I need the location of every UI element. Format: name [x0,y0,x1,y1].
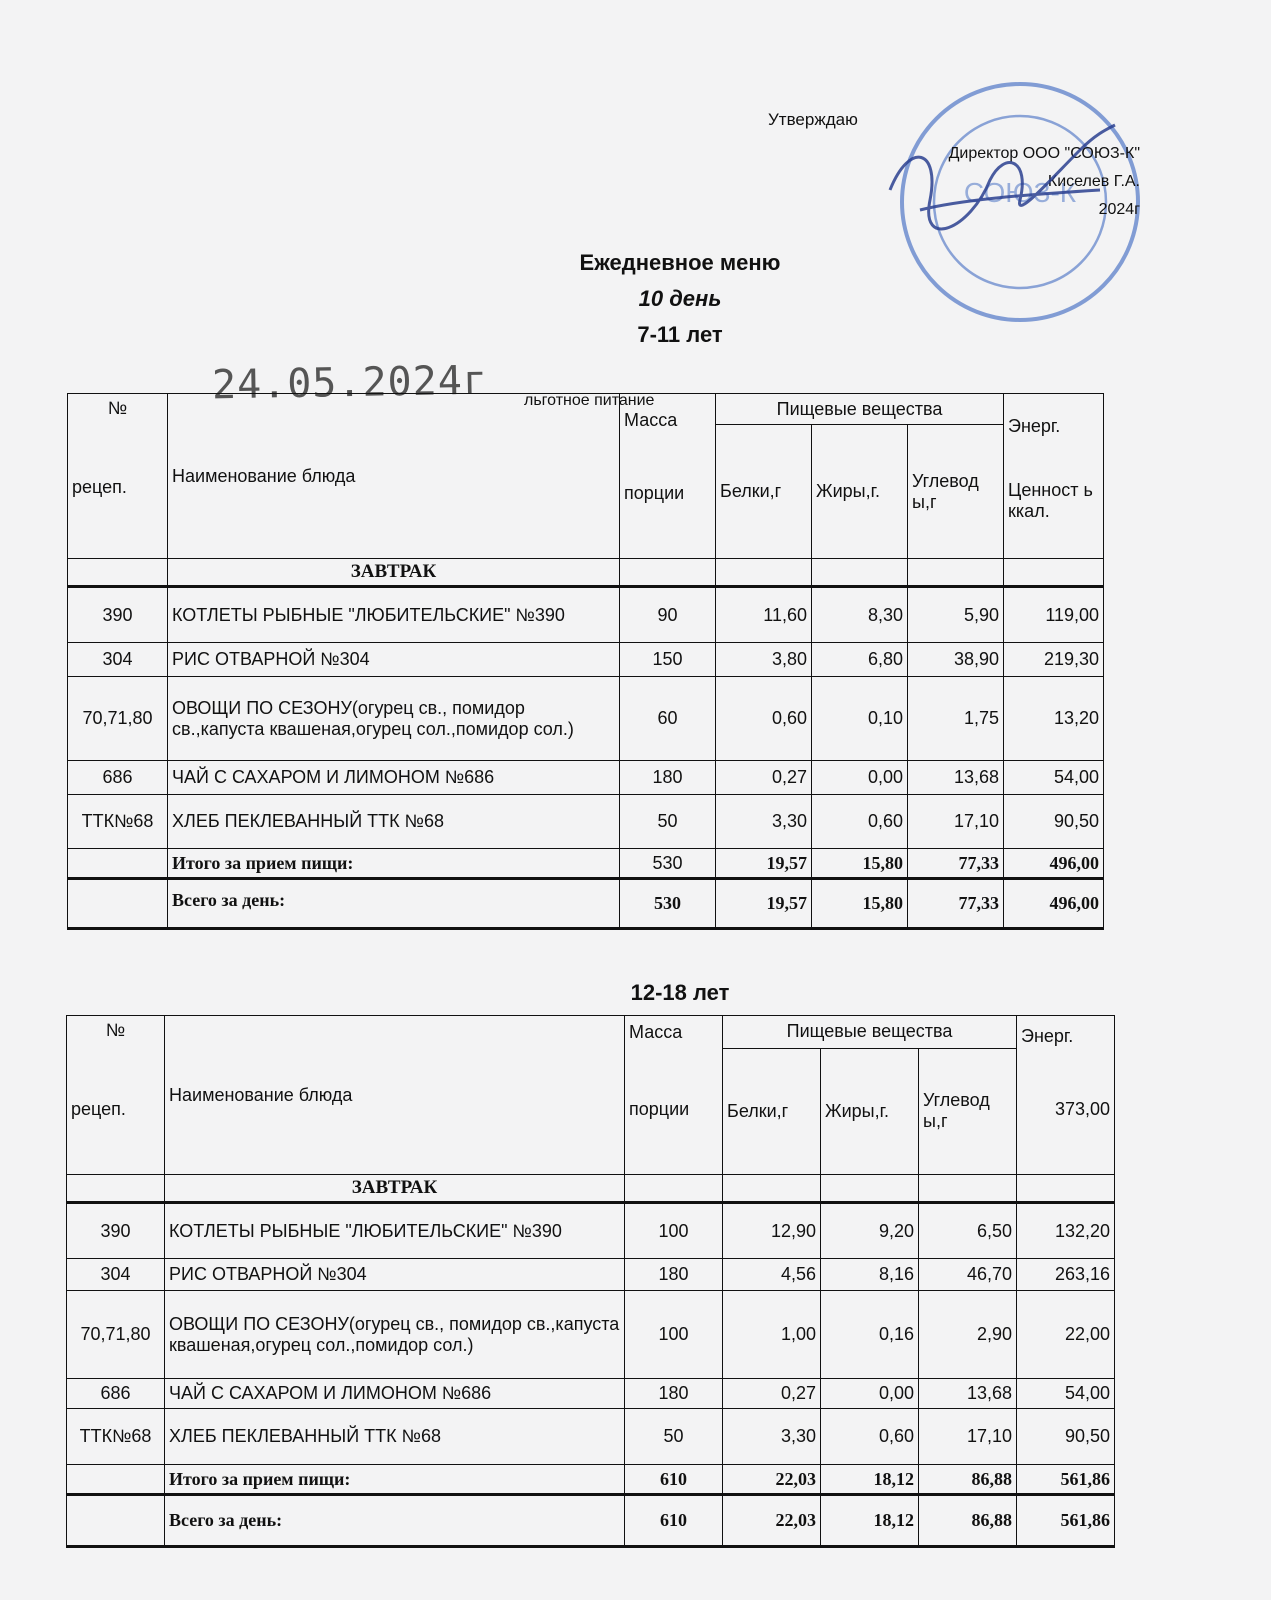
table-row [68,587,1104,643]
cell-protein: 0,27 [716,761,812,795]
subtotal-fat: 15,80 [812,849,908,879]
section-empty [1017,1175,1115,1203]
cell-fat: 6,80 [812,643,908,677]
cell-name: ЧАЙ С САХАРОМ И ЛИМОНОМ №686 [168,761,620,795]
cell-protein: 3,80 [716,643,812,677]
cell-protein: 0,27 [723,1379,821,1409]
subtotal-protein: 19,57 [716,849,812,879]
total-protein: 19,57 [716,879,812,929]
col-num-bottom: рецеп. [71,1099,126,1119]
subtotal-fat: 18,12 [821,1465,919,1495]
menu-table-7-11 [67,393,1104,930]
cell-num: 70,71,80 [68,677,168,761]
subtotal-energy: 496,00 [1004,849,1104,879]
subtotal-energy: 561,86 [1017,1465,1115,1495]
cell-mass: 90 [620,587,716,643]
col-energy-bottom: Ценност ь ккал. [1008,480,1093,521]
table-row [67,1291,1115,1379]
cell-fat: 0,00 [821,1379,919,1409]
subtotal-row [68,849,1104,879]
cell-protein: 3,30 [716,795,812,849]
total-carbs: 77,33 [908,879,1004,929]
cell-protein: 11,60 [716,587,812,643]
day-label: 10 день [638,286,722,311]
cell-name: ХЛЕБ ПЕКЛЕВАННЫЙ ТТК №68 [165,1409,625,1465]
cell-carbs: 13,68 [908,761,1004,795]
section-empty [67,1175,165,1203]
subtotal-mass: 530 [620,849,716,879]
cell-name: КОТЛЕТЫ РЫБНЫЕ "ЛЮБИТЕЛЬСКИЕ" №390 [168,587,620,643]
total-row [68,879,1104,929]
cell-empty [67,1465,165,1495]
subtotal-label: Итого за прием пищи: [168,849,620,879]
cell-energy: 90,50 [1017,1409,1115,1465]
col-energy-top: Энерг. [1021,1026,1074,1046]
approval-year: 2024г [1098,201,1140,218]
subtotal-row [67,1465,1115,1495]
cell-carbs: 1,75 [908,677,1004,761]
subtotal-carbs: 86,88 [919,1465,1017,1495]
total-fat: 15,80 [812,879,908,929]
col-header-mass [620,394,716,559]
table-row [68,761,1104,795]
cell-num: 390 [67,1203,165,1259]
cell-name: КОТЛЕТЫ РЫБНЫЕ "ЛЮБИТЕЛЬСКИЕ" №390 [165,1203,625,1259]
cell-name: РИС ОТВАРНОЙ №304 [168,643,620,677]
cell-energy: 22,00 [1017,1291,1115,1379]
approval-label: Утверждаю [768,110,858,129]
cell-num: ТТК№68 [68,795,168,849]
cell-energy: 263,16 [1017,1259,1115,1291]
cell-fat: 0,16 [821,1291,919,1379]
col-header-dish: Наименование блюда [165,1016,625,1175]
col-header-fat: Жиры,г. [821,1048,919,1174]
subtotal-label: Итого за прием пищи: [165,1465,625,1495]
col-header-num [68,394,168,559]
cell-energy: 119,00 [1004,587,1104,643]
cell-empty [68,849,168,879]
cell-num: ТТК№68 [67,1409,165,1465]
total-energy: 496,00 [1004,879,1104,929]
col-header-carbs: Углевод ы,г [908,425,1004,559]
table-row [67,1379,1115,1409]
subtotal-carbs: 77,33 [908,849,1004,879]
section-empty [723,1175,821,1203]
cell-fat: 0,00 [812,761,908,795]
cell-carbs: 38,90 [908,643,1004,677]
total-protein: 22,03 [723,1495,821,1547]
col-header-protein: Белки,г [716,425,812,559]
cell-num: 304 [67,1259,165,1291]
age-group-2: 12-18 лет [630,980,730,1005]
cell-carbs: 13,68 [919,1379,1017,1409]
cell-mass: 50 [620,795,716,849]
table-row [67,1259,1115,1291]
section-label: ЗАВТРАК [168,559,620,587]
col-header-energy [1017,1016,1115,1175]
cell-mass: 180 [620,761,716,795]
table-row [68,643,1104,677]
section-empty [812,559,908,587]
cell-mass: 60 [620,677,716,761]
cell-carbs: 46,70 [919,1259,1017,1291]
approval-name: Киселев Г.А. [1047,173,1140,190]
cell-energy: 54,00 [1017,1379,1115,1409]
section-label: ЗАВТРАК [165,1175,625,1203]
cell-num: 390 [68,587,168,643]
cell-protein: 3,30 [723,1409,821,1465]
section-empty [620,559,716,587]
cell-energy: 90,50 [1004,795,1104,849]
total-carbs: 86,88 [919,1495,1017,1547]
cell-name: ЧАЙ С САХАРОМ И ЛИМОНОМ №686 [165,1379,625,1409]
table-row [68,795,1104,849]
cell-name: ХЛЕБ ПЕКЛЕВАННЫЙ ТТК №68 [168,795,620,849]
cell-mass: 180 [625,1379,723,1409]
col-mass-top: Масса [629,1022,683,1042]
cell-empty [68,879,168,929]
section-empty [908,559,1004,587]
table-row [67,1409,1115,1465]
signature [880,120,1120,250]
cell-num: 686 [68,761,168,795]
section-empty [1004,559,1104,587]
cell-mass: 100 [625,1203,723,1259]
col-num-bottom: рецеп. [72,477,127,497]
cell-carbs: 5,90 [908,587,1004,643]
section-empty [919,1175,1017,1203]
cell-fat: 0,60 [812,795,908,849]
col-header-mass [625,1016,723,1175]
cell-num: 70,71,80 [67,1291,165,1379]
col-mass-bottom: порции [629,1099,690,1119]
cell-fat: 8,16 [821,1259,919,1291]
col-num-top: № [105,1020,126,1040]
cell-protein: 12,90 [723,1203,821,1259]
cell-fat: 8,30 [812,587,908,643]
total-fat: 18,12 [821,1495,919,1547]
col-header-num [67,1016,165,1175]
cell-name: РИС ОТВАРНОЙ №304 [165,1259,625,1291]
table-row [68,677,1104,761]
cell-mass: 180 [625,1259,723,1291]
section-empty [68,559,168,587]
section-empty [716,559,812,587]
col-header-carbs: Углевод ы,г [919,1048,1017,1174]
subtotal-mass: 610 [625,1465,723,1495]
cell-protein: 1,00 [723,1291,821,1379]
col-header-dish: Наименование блюда [168,394,620,559]
total-row [67,1495,1115,1547]
cell-energy: 132,20 [1017,1203,1115,1259]
section-empty [821,1175,919,1203]
col-num-top: № [107,398,128,418]
svg-text:СОЮЗ-К: СОЮЗ-К [963,177,1077,208]
cell-carbs: 2,90 [919,1291,1017,1379]
table-row [67,1203,1115,1259]
cell-protein: 0,60 [716,677,812,761]
page-title: Ежедневное меню [579,250,781,275]
cell-carbs: 17,10 [919,1409,1017,1465]
cell-carbs: 17,10 [908,795,1004,849]
total-label: Всего за день: [165,1495,625,1547]
col-mass-bottom: порции [624,483,685,503]
cell-energy: 219,30 [1004,643,1104,677]
col-header-nutrients: Пищевые вещества [716,394,1004,425]
approval-position: Директор ООО "СОЮЗ-К" [948,145,1140,162]
total-mass: 610 [625,1495,723,1547]
col-energy-bottom: 373,00 [1054,1099,1111,1119]
handwritten-date: 24.05.2024г [211,357,489,409]
cell-fat: 9,20 [821,1203,919,1259]
menu-table-12-18 [66,1015,1115,1548]
total-label: Всего за день: [168,879,620,929]
col-header-energy [1004,394,1104,559]
cell-energy: 54,00 [1004,761,1104,795]
cell-energy: 13,20 [1004,677,1104,761]
col-header-fat: Жиры,г. [812,425,908,559]
cell-name: ОВОЩИ ПО СЕЗОНУ(огурец св., помидор св.,капуста квашеная,огурец сол.,помидор сол.) [165,1291,625,1379]
cell-protein: 4,56 [723,1259,821,1291]
total-energy: 561,86 [1017,1495,1115,1547]
cell-num: 304 [68,643,168,677]
cell-mass: 150 [620,643,716,677]
cell-fat: 0,10 [812,677,908,761]
cell-fat: 0,60 [821,1409,919,1465]
section-empty [625,1175,723,1203]
age-group-1: 7-11 лет [637,322,723,347]
cell-empty [67,1495,165,1547]
cell-mass: 100 [625,1291,723,1379]
col-mass-top: Масса [624,410,678,430]
benefit-label: льготное питание [524,392,655,409]
cell-mass: 50 [625,1409,723,1465]
subtotal-protein: 22,03 [723,1465,821,1495]
col-energy-top: Энерг. [1008,416,1061,436]
cell-name: ОВОЩИ ПО СЕЗОНУ(огурец св., помидор св.,капуста квашеная,огурец сол.,помидор сол.) [168,677,620,761]
cell-carbs: 6,50 [919,1203,1017,1259]
col-header-protein: Белки,г [723,1048,821,1174]
col-header-nutrients: Пищевые вещества [723,1016,1017,1049]
cell-num: 686 [67,1379,165,1409]
total-mass: 530 [620,879,716,929]
